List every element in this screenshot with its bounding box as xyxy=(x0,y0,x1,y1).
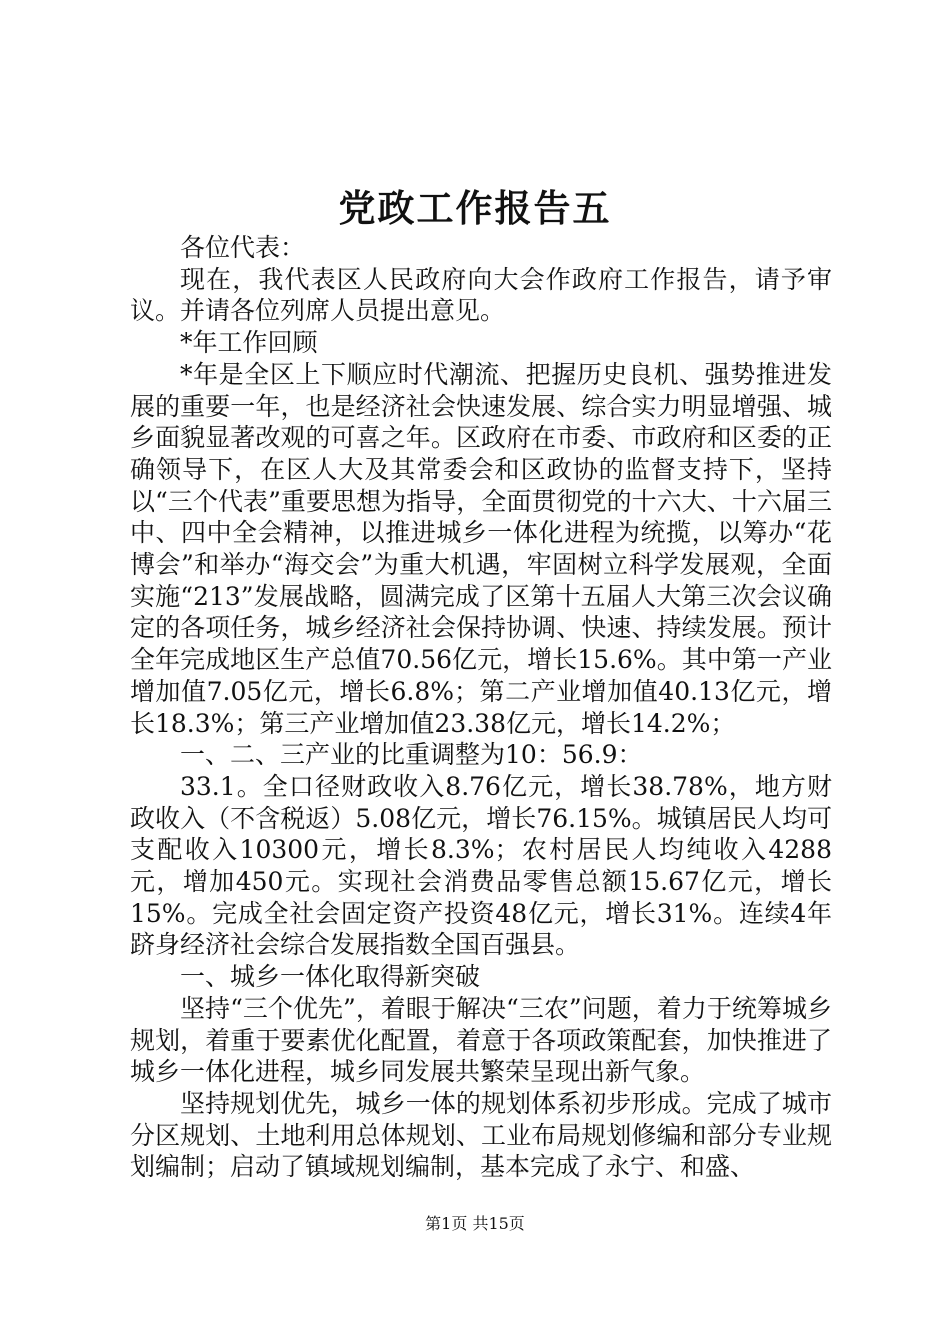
paragraph: 坚持“三个优先”，着眼于解决“三农”问题，着力于统筹城乡规划，着重于要素优化配置，着意于各项政策配套，加快推进了城乡一体化进程，城乡同发展共繁荣呈现出新气象。 xyxy=(130,993,832,1087)
paragraph: 现在，我代表区人民政府向大会作政府工作报告，请予审议。并请各位列席人员提出意见。 xyxy=(130,264,832,326)
paragraph: 坚持规划优先，城乡一体的规划体系初步形成。完成了城市分区规划、土地利用总体规划、工业布局规划修编和部分专业规划编制；启动了镇域规划编制，基本完成了永宁、和盛、 xyxy=(130,1088,832,1182)
paragraph: 一、城乡一体化取得新突破 xyxy=(180,962,481,992)
page-footer: 第1页 共15页 xyxy=(425,1214,525,1233)
paragraph: 一、二、三产业的比重调整为10：56.9： xyxy=(180,740,643,770)
paragraph: *年工作回顾 xyxy=(180,328,318,358)
paragraph: *年是全区上下顺应时代潮流、把握历史良机、强势推进发展的重要一年，也是经济社会快速发展、综合实力明显增强、城乡面貌显著改观的可喜之年。区政府在市委、市政府和区委的正确领导下，在区人大及其常委会和区政协的监督支持下，坚持以“三个代表”重要思想为指导，全面贯彻党的十六大、十六届三中、四中全会精神，以推进城乡一体化进程为统揽，以筹办“花博会”和举办“海交会”为重大机遇，牢固树立科学发展观，全面实施“213”发展战略，圆满完成了区第十五届人大第三次会议确定的各项任务，城乡经济社会保持协调、快速、持续发展。预计全年完成地区生产总值70.56亿元，增长15.6%。其中第一产业增加值7.05亿元，增长6.8%；第二产业增加值40.13亿元，增长18.3%；第三产业增加值23.38亿元，增长14.2%； xyxy=(130,359,832,738)
paragraph: 33.1。全口径财政收入8.76亿元，增长38.78%，地方财政收入（不含税返）5.08亿元，增长76.15%。城镇居民人均可支配收入10300元，增长8.3%；农村居民人均纯收入4288元，增加450元。实现社会消费品零售总额15.67亿元，增长15%。完成全社会固定资产投资48亿元，增长31%。连续4年跻身经济社会综合发展指数全国百强县。 xyxy=(130,771,832,960)
paragraph: 各位代表： xyxy=(180,233,306,262)
document-body xyxy=(130,232,832,1183)
document-title: 党政工作报告五 xyxy=(338,186,612,230)
